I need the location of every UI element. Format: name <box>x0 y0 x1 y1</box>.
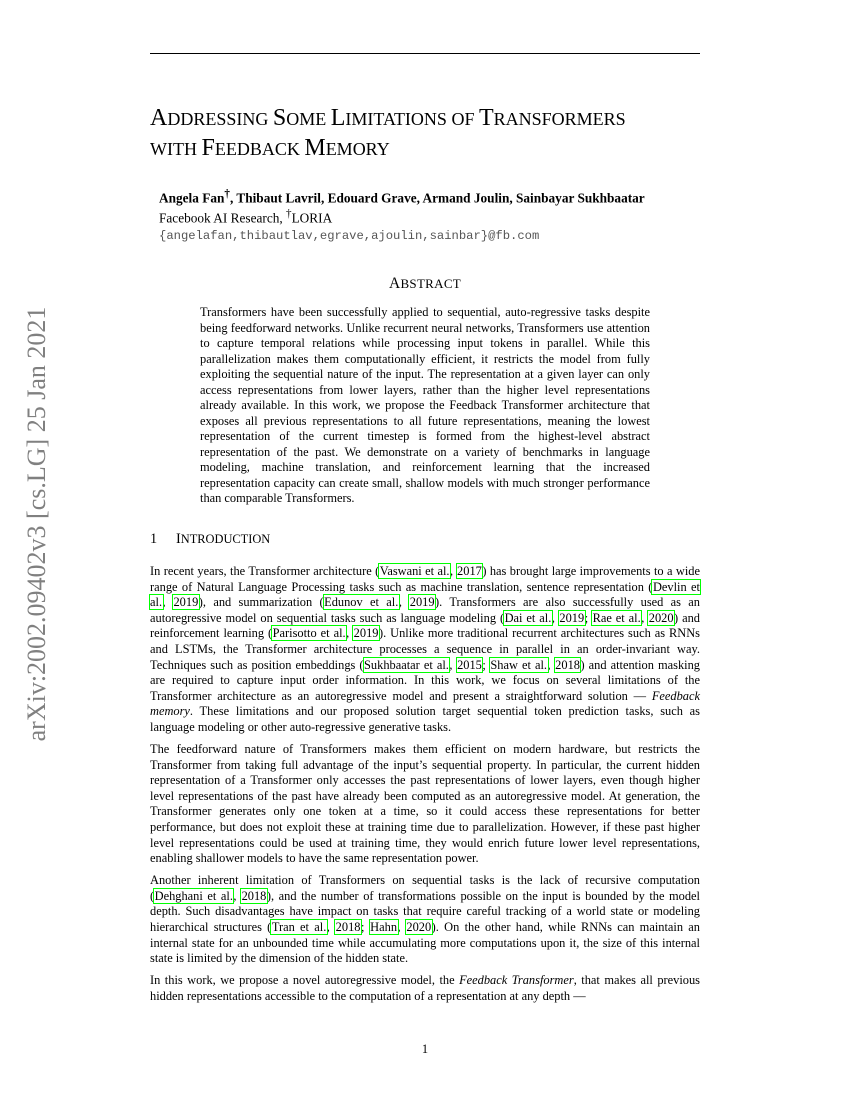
intro-paragraph-4: In this work, we propose a novel autoregressive model, the Feedback Transformer, that makes all previous hidden representations accessible to the computation of a representation at any depth — <box>150 973 700 1003</box>
title-word: ADDRESSING <box>150 105 273 131</box>
title-word: TRANSFORMERS <box>478 105 626 131</box>
citation-link[interactable]: 2018 <box>241 888 267 903</box>
affiliation-fair: Facebook AI Research, <box>159 210 287 226</box>
title-word: LIMITATIONS OF <box>330 105 479 131</box>
citation-link[interactable]: 2019 <box>559 610 585 625</box>
citation-link[interactable]: 2019 <box>353 626 379 641</box>
citation-link[interactable]: Tran et al. <box>271 920 327 935</box>
title-line-2 <box>150 135 390 161</box>
author-others: , Thibaut Lavril, Edouard Grave, Armand Joulin, Sainbayar Sukhbaatar <box>229 190 645 206</box>
abstract-heading-rest: BSTRACT <box>400 276 462 291</box>
section-title-cap: I <box>176 531 181 547</box>
affiliation-dagger: † <box>286 208 292 221</box>
abstract-text: Transformers have been successfully applied to sequential, auto-regressive tasks despite being feedforward networks. Unlike recurrent neural networks, Transformers use attention to capture temporal relations while processing input tokens in parallel. While this parallelization makes them computationally efficient, it restricts the model from fully exploiting the sequential nature of the input. The representation at a given layer can only access representations from lower layers, rather than the higher level representations already available. In this work, we propose the Feedback Transformer architecture that exposes all previous representations to all future representations, meaning the lowest representation of the current timestep is formed from the highest-level abstract representation of the past. We demonstrate on a variety of benchmarks in language modeling, machine translation, and reinforcement learning that the increased representation capacity can create small, shallow models with much stronger performance than comparable Transformers. <box>200 305 650 505</box>
author-emails[interactable]: {angelafan,thibautlav,egrave,ajoulin,sainbar}@fb.com <box>159 228 540 243</box>
citation-link[interactable]: Hahn <box>370 920 398 935</box>
citation-link[interactable]: Devlin et al. <box>150 579 700 610</box>
author-block <box>159 186 719 244</box>
abstract-heading <box>0 275 850 293</box>
intro-paragraph-3: Another inherent limitation of Transformers on sequential tasks is the lack of recursive computation (Dehghani et al., 2018), and the number of transformations possible on the input is bounded by the model depth. Such disadvantages have impact on tasks that require careful tracking of a world state or modeling hierarchical structures (Tran et al., 2018; Hahn, 2020). On the other hand, while RNNs can maintain an internal state for an unbounded time while accumulating more computations upon it, the size of this internal state is limited by the dimension of the hidden state. <box>150 873 700 966</box>
author-first: Angela Fan <box>159 190 225 206</box>
citation-link[interactable]: Parisotto et al. <box>272 626 346 641</box>
intro-paragraph-1: In recent years, the Transformer architecture (Vaswani et al., 2017) has brought large improvements to a wide range of Natural Language Processing tasks such as machine translation, sentence representation (Devlin et al., 2019), and summarization (Edunov et al., 2019). Transformers are also successfully used as an autoregressive model on sequential tasks such as language modeling (Dai et al., 2019; Rae et al., 2020) and reinforcement learning (Parisotto et al., 2019). Unlike more traditional recurrent architectures such as RNNs and LSTMs, the Transformer architecture processes a sequence in parallel in an order-invariant way. Techniques such as position embeddings (Sukhbaatar et al., 2015; Shaw et al., 2018) and attention masking are required to capture input order information. In this work, we focus on several limitations of the Transformer architecture as an autoregressive model and present a straightforward solution — Feedback memory. These limitations and our proposed solution target sequential token prediction tasks, such as language modeling or other auto-regressive generative tasks. <box>150 564 700 734</box>
citation-link[interactable]: 2015 <box>457 657 482 672</box>
citation-link[interactable]: Dehghani et al. <box>154 888 233 903</box>
citation-link[interactable]: 2019 <box>409 595 435 610</box>
title-word: SOME <box>272 105 331 131</box>
citation-link[interactable]: Rae et al. <box>592 610 641 625</box>
abstract-heading-cap: A <box>388 275 401 292</box>
title-word: FEEDBACK <box>201 135 305 161</box>
title-word: MEMORY <box>304 135 390 161</box>
author-names <box>159 186 719 206</box>
emphasis: Feedback Transformer <box>459 973 574 988</box>
affiliation-loria: LORIA <box>291 210 333 226</box>
emphasis: Feedback memory <box>150 688 700 719</box>
citation-link[interactable]: 2018 <box>555 657 580 672</box>
citation-link[interactable]: 2020 <box>406 920 432 935</box>
arxiv-stamp[interactable]: arXiv:2002.09402v3 [cs.LG] 25 Jan 2021 <box>22 306 51 742</box>
title-line-1 <box>150 105 626 131</box>
citation-link[interactable]: 2017 <box>457 564 482 578</box>
section-number: 1 <box>150 531 158 547</box>
citation-link[interactable]: 2020 <box>648 610 674 625</box>
introduction-body <box>150 564 700 1011</box>
citation-link[interactable]: 2018 <box>335 920 361 935</box>
citation-link[interactable]: Sukhbaatar et al. <box>364 657 449 672</box>
top-rule <box>150 53 700 54</box>
citation-link[interactable]: Edunov et al. <box>324 595 399 610</box>
page-number: 1 <box>421 1042 429 1056</box>
dagger-mark: † <box>224 188 230 200</box>
affiliation <box>159 206 719 226</box>
section-heading-introduction <box>150 531 270 548</box>
intro-paragraph-2: The feedforward nature of Transformers makes them efficient on modern hardware, but restricts the Transformer from taking full advantage of the input’s sequential property. In particular, the current hidden representation of a Transformer only accesses the past representations of lower layers, even though higher level representations of the past have already been computed as an autoregressive model. At generation, the Transformer generates only one token at a time, so it could access these representations for better performance, but does not exploit these at training time due to parallelization. However, if these past higher level representations could be used at training time, they would enrich future lower level representations, enabling shallower models to have the same representation power. <box>150 742 700 866</box>
citation-link[interactable]: Shaw et al. <box>490 657 547 672</box>
title-word: WITH <box>150 139 202 159</box>
citation-link[interactable]: Vaswani et al. <box>379 564 450 578</box>
paper-title <box>150 104 710 164</box>
section-title-rest: NTRODUCTION <box>180 532 271 546</box>
citation-link[interactable]: Dai et al. <box>504 610 552 625</box>
citation-link[interactable]: 2019 <box>173 595 199 610</box>
